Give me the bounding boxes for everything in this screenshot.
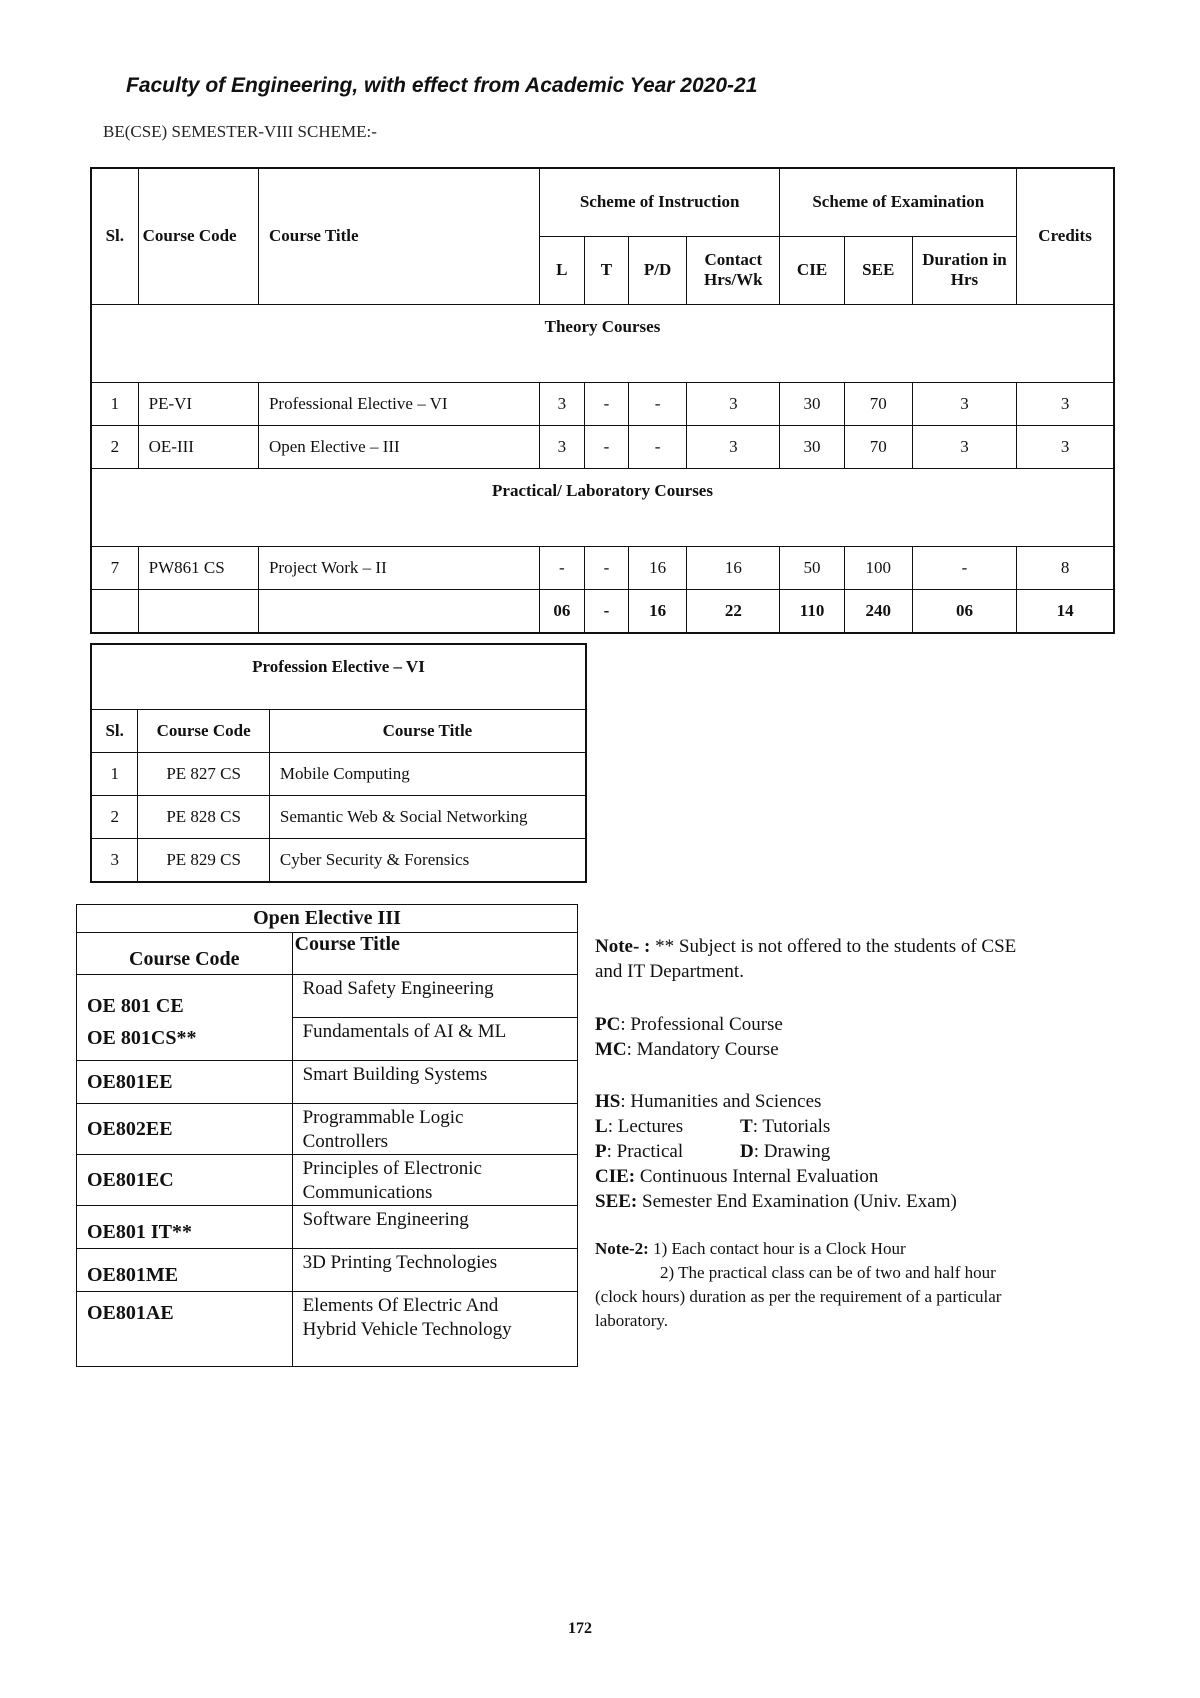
- cell-cie: 30: [780, 382, 844, 425]
- title-line: Hybrid Vehicle Technology: [302, 1319, 512, 1340]
- cell-title: 3D Printing Technologies: [292, 1249, 577, 1292]
- header-duration: Duration in Hrs: [912, 236, 1016, 304]
- header-credits: Credits: [1017, 168, 1114, 304]
- cell-code: PE 829 CS: [138, 838, 270, 882]
- note-label: Note-2:: [595, 1239, 649, 1258]
- header-contact: Contact Hrs/Wk: [687, 236, 780, 304]
- total-credits: 14: [1017, 589, 1114, 633]
- cell-l: 3: [539, 382, 584, 425]
- open-elective-table: [76, 904, 578, 1367]
- total-t: -: [584, 589, 628, 633]
- header-scheme-instruction: Scheme of Instruction: [539, 168, 780, 236]
- abbr-key: HS: [595, 1091, 621, 1112]
- total-l: 06: [539, 589, 584, 633]
- cell-l: -: [539, 546, 584, 589]
- abbr-key: MC: [595, 1039, 627, 1060]
- scheme-heading: BE(CSE) SEMESTER-VIII SCHEME:-: [103, 122, 377, 141]
- note-text: laboratory.: [595, 1311, 669, 1330]
- cell-credits: 3: [1017, 382, 1114, 425]
- note-text: (clock hours) duration as per the requirement of a particular: [595, 1287, 1002, 1306]
- title-line: Elements Of Electric And: [302, 1295, 499, 1316]
- cell-pd: -: [629, 425, 687, 468]
- cell-code: PE-VI: [138, 382, 258, 425]
- abbr-key: D: [740, 1141, 754, 1162]
- abbr-value: : Practical: [606, 1141, 684, 1162]
- table-row: [91, 546, 1114, 589]
- cell-t: -: [584, 546, 628, 589]
- cell-title: Software Engineering: [292, 1206, 577, 1249]
- abbr-key: SEE:: [595, 1191, 638, 1212]
- cell-code: OE801 IT**: [77, 1206, 293, 1249]
- note-label: Note- :: [595, 936, 651, 957]
- cell-title: Smart Building Systems: [292, 1061, 577, 1104]
- abbr-key: L: [595, 1116, 608, 1137]
- scheme-table: [90, 167, 1115, 634]
- cell-contact: 3: [687, 382, 780, 425]
- title-line: Controllers: [302, 1131, 389, 1152]
- total-contact: 22: [687, 589, 780, 633]
- cell-l: 3: [539, 425, 584, 468]
- cell-code: PW861 CS: [138, 546, 258, 589]
- cell-title: Open Elective – III: [258, 425, 539, 468]
- oe-table-title: Open Elective III: [77, 905, 578, 933]
- table-row: [91, 382, 1114, 425]
- header-t: T: [584, 236, 628, 304]
- cell-duration: 3: [912, 425, 1016, 468]
- cell-title: Semantic Web & Social Networking: [269, 795, 586, 838]
- cell-title: [292, 1155, 577, 1206]
- header-scheme-examination: Scheme of Examination: [780, 168, 1017, 236]
- header-cie: CIE: [780, 236, 844, 304]
- cell-code: OE802EE: [77, 1104, 293, 1155]
- table-row: [91, 838, 586, 882]
- abbr-value: : Tutorials: [752, 1116, 831, 1137]
- abbr-value: : Humanities and Sciences: [620, 1091, 822, 1112]
- pe-header-title: Course Title: [269, 709, 586, 752]
- cell-title: [292, 1292, 577, 1367]
- cell-code: OE 801 CE: [77, 975, 293, 1018]
- header-pd: P/D: [629, 236, 687, 304]
- cell-code: OE 801CS**: [77, 1018, 293, 1061]
- oe-header-title: Course Title: [292, 933, 577, 975]
- cell-pd: -: [629, 382, 687, 425]
- cell-see: 70: [844, 425, 912, 468]
- page-header-title: Faculty of Engineering, with effect from Academic Year 2020-21: [126, 74, 758, 97]
- table-row: [91, 752, 586, 795]
- oe-header-code: Course Code: [77, 933, 293, 975]
- cell-code: OE-III: [138, 425, 258, 468]
- abbr-key: PC: [595, 1014, 621, 1035]
- cell-sl: 1: [91, 752, 138, 795]
- header-course-code: Course Code: [138, 168, 258, 304]
- header-course-title: Course Title: [258, 168, 539, 304]
- cell-credits: 3: [1017, 425, 1114, 468]
- cell-sl: 3: [91, 838, 138, 882]
- cell-code: PE 827 CS: [138, 752, 270, 795]
- abbr-value: : Drawing: [753, 1141, 831, 1162]
- cell-title: Mobile Computing: [269, 752, 586, 795]
- abbr-key: P: [595, 1141, 607, 1162]
- cell-cie: 50: [780, 546, 844, 589]
- cell-pd: 16: [629, 546, 687, 589]
- table-row: [77, 1155, 578, 1206]
- cell-code: OE801AE: [77, 1292, 293, 1367]
- cell-title: Project Work – II: [258, 546, 539, 589]
- abbr-value: Continuous Internal Evaluation: [639, 1166, 879, 1187]
- abbr-value: Semester End Examination (Univ. Exam): [642, 1191, 957, 1212]
- table-row: [77, 1249, 578, 1292]
- note-text: and IT Department.: [595, 961, 744, 982]
- table-row: [77, 1018, 578, 1061]
- cell-title: Professional Elective – VI: [258, 382, 539, 425]
- cell-see: 100: [844, 546, 912, 589]
- cell-code: OE801ME: [77, 1249, 293, 1292]
- cell-title: [292, 1104, 577, 1155]
- cell-duration: -: [912, 546, 1016, 589]
- table-row: [77, 975, 578, 1018]
- header-l: L: [539, 236, 584, 304]
- cell-see: 70: [844, 382, 912, 425]
- abbreviations-pc-mc: [595, 1012, 783, 1062]
- note-1: [595, 934, 1016, 984]
- abbr-value: : Lectures: [607, 1116, 684, 1137]
- table-row: [77, 1292, 578, 1367]
- cell-code: PE 828 CS: [138, 795, 270, 838]
- cell-cie: 30: [780, 425, 844, 468]
- table-row: [77, 1061, 578, 1104]
- note-text: 1) Each contact hour is a Clock Hour: [653, 1239, 906, 1258]
- cell-code: OE801EE: [77, 1061, 293, 1104]
- cell-contact: 16: [687, 546, 780, 589]
- pe-header-sl: Sl.: [91, 709, 138, 752]
- abbreviations-legend: [595, 1089, 957, 1214]
- header-sl: Sl.: [91, 168, 138, 304]
- pe-header-code: Course Code: [138, 709, 270, 752]
- title-line: Programmable Logic: [302, 1107, 464, 1128]
- cell-title: Cyber Security & Forensics: [269, 838, 586, 882]
- profession-elective-table: [90, 643, 587, 883]
- total-duration: 06: [912, 589, 1016, 633]
- note-text: 2) The practical class can be of two and half hour: [660, 1263, 996, 1282]
- total-cie: 110: [780, 589, 844, 633]
- total-row: [91, 589, 1114, 633]
- table-row: [77, 1104, 578, 1155]
- section-theory-courses: Theory Courses: [91, 304, 1114, 382]
- cell-credits: 8: [1017, 546, 1114, 589]
- note-2: [595, 1237, 1001, 1333]
- total-see: 240: [844, 589, 912, 633]
- cell-sl: 1: [91, 382, 138, 425]
- abbr-value: : Mandatory Course: [626, 1039, 779, 1060]
- cell-title: Fundamentals of AI & ML: [292, 1018, 577, 1061]
- cell-code: OE801EC: [77, 1155, 293, 1206]
- cell-contact: 3: [687, 425, 780, 468]
- header-see: SEE: [844, 236, 912, 304]
- cell-t: -: [584, 382, 628, 425]
- page-number: 172: [568, 1620, 592, 1637]
- cell-t: -: [584, 425, 628, 468]
- abbr-key: CIE:: [595, 1166, 636, 1187]
- table-row: [91, 425, 1114, 468]
- abbr-value: : Professional Course: [620, 1014, 783, 1035]
- abbr-key: T: [740, 1116, 753, 1137]
- cell-sl: 7: [91, 546, 138, 589]
- cell-sl: 2: [91, 795, 138, 838]
- title-line: Principles of Electronic: [302, 1158, 482, 1179]
- table-row: [77, 1206, 578, 1249]
- pe-table-title: Profession Elective – VI: [91, 644, 586, 709]
- section-practical-courses: Practical/ Laboratory Courses: [91, 468, 1114, 546]
- cell-duration: 3: [912, 382, 1016, 425]
- total-pd: 16: [629, 589, 687, 633]
- title-line: Communications: [302, 1182, 433, 1203]
- table-row: [91, 795, 586, 838]
- note-text: ** Subject is not offered to the students of CSE: [655, 936, 1017, 957]
- cell-title: Road Safety Engineering: [292, 975, 577, 1018]
- cell-sl: 2: [91, 425, 138, 468]
